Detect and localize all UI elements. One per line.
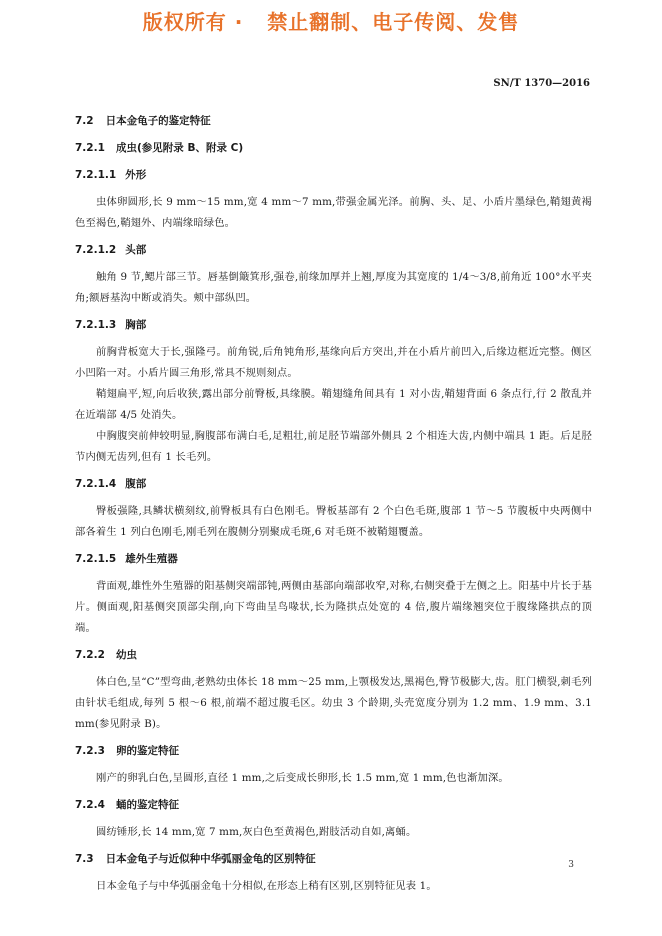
section-heading — [75, 849, 592, 870]
paragraph: 背面观,雄性外生殖器的阳基侧突端部钝,两侧由基部向端部收窄,对称,右侧突叠于左侧之上。阳基中片长于基片。侧面观,阳基侧突顶部尖削,向下弯曲呈鸟喙状,长为隆拱点处宽的 4 倍,腹片端缘翘突位于腹缘隆拱点的顶端。 — [75, 580, 592, 634]
section-title: 头部 — [125, 244, 147, 256]
paragraph: 前胸背板宽大于长,强隆弓。前角锐,后角钝角形,基缘向后方突出,并在小盾片前凹入,后缘边框近完整。侧区小凹陷一对。小盾片圆三角形,常具不规则刻点。 — [75, 346, 592, 379]
section-title: 日本金龟子与近似种中华弧丽金龟的区别特征 — [105, 853, 316, 865]
section-number: 7.2.1.1 — [75, 169, 117, 181]
section-number: 7.2.3 — [75, 745, 105, 757]
section-heading — [75, 111, 592, 132]
paragraph: 日本金龟子与中华弧丽金龟十分相似,在形态上稍有区别,区别特征见表 1。 — [96, 880, 437, 892]
paragraph: 中胸腹突前伸较明显,胸腹部布满白毛,足粗壮,前足胫节端部外侧具 2 个相连大齿,内侧中端具 1 距。后足胫节内侧无齿列,但有 1 长毛列。 — [75, 430, 592, 463]
section-title: 胸部 — [125, 319, 147, 331]
section-number: 7.2 — [75, 115, 94, 127]
section-title: 成虫(参见附录 B、附录 C) — [116, 142, 244, 154]
section-heading — [75, 165, 592, 186]
watermark-banner: 版权所有 · 禁止翻制、电子传阅、发售 — [142, 10, 520, 34]
section-heading — [75, 315, 592, 336]
paragraph: 圆纺锤形,长 14 mm,宽 7 mm,灰白色至黄褐色,跗肢活动自如,离蛹。 — [96, 826, 417, 838]
section-heading — [75, 474, 592, 495]
paragraph: 鞘翅扁平,短,向后收狭,露出部分前臀板,具缘膜。鞘翅缝角间具有 1 对小齿,鞘翅背面 6 条点行,行 2 散乱并在近端部 4/5 处消失。 — [75, 388, 592, 421]
document-body — [75, 111, 592, 897]
paragraph: 臀板强隆,具鳞状横刻纹,前臀板具有白色刚毛。臀板基部有 2 个白色毛斑,腹部 1 节～5 节腹板中央两侧中部各着生 1 列白色刚毛,刚毛列在腹侧分别聚成毛斑,6 对毛斑不被鞘翅覆盖。 — [75, 505, 592, 538]
section-number: 7.2.4 — [75, 799, 105, 811]
section-number: 7.3 — [75, 853, 94, 865]
paragraph: 虫体卵圆形,长 9 mm～15 mm,宽 4 mm～7 mm,带强金属光泽。前胸、头、足、小盾片墨绿色,鞘翅黄褐色至褐色,鞘翅外、内端缘暗绿色。 — [75, 196, 592, 229]
paragraph: 刚产的卵乳白色,呈圆形,直径 1 mm,之后变成长卵形,长 1.5 mm,宽 1 mm,色也渐加深。 — [96, 772, 509, 784]
standard-code: SN/T 1370—2016 — [493, 78, 590, 89]
section-title: 幼虫 — [116, 649, 137, 661]
section-heading — [75, 549, 592, 570]
section-number: 7.2.1.3 — [75, 319, 117, 331]
section-heading — [75, 795, 592, 816]
section-heading — [75, 240, 592, 261]
section-heading — [75, 138, 592, 159]
section-title: 日本金龟子的鉴定特征 — [105, 115, 211, 127]
paragraph: 触角 9 节,鳃片部三节。唇基倒簸箕形,强卷,前缘加厚并上翘,厚度为其宽度的 1/4～3/8,前角近 100°水平夹角;额唇基沟中断或消失。颊中部纵凹。 — [75, 271, 592, 304]
section-title: 卵的鉴定特征 — [116, 745, 179, 757]
paragraph: 体白色,呈“C”型弯曲,老熟幼虫体长 18 mm～25 mm,上颚极发达,黑褐色,臀节极膨大,齿。肛门横裂,刺毛列由针状毛组成,每列 5 根～6 根,前端不超过腹毛区。幼虫 3 个龄期,头壳宽度分别为 1.2 mm、1.9 mm、3.1 mm(参见附录 B)。 — [75, 676, 592, 730]
section-heading — [75, 645, 592, 666]
section-number: 7.2.1.5 — [75, 553, 117, 565]
section-number: 7.2.1 — [75, 142, 105, 154]
section-title: 雄外生殖器 — [125, 553, 178, 565]
page-number: 3 — [568, 860, 574, 870]
section-number: 7.2.1.2 — [75, 244, 117, 256]
section-heading — [75, 741, 592, 762]
section-number: 7.2.2 — [75, 649, 105, 661]
section-number: 7.2.1.4 — [75, 478, 117, 490]
section-title: 腹部 — [125, 478, 147, 490]
section-title: 外形 — [125, 169, 147, 181]
section-title: 蛹的鉴定特征 — [116, 799, 179, 811]
